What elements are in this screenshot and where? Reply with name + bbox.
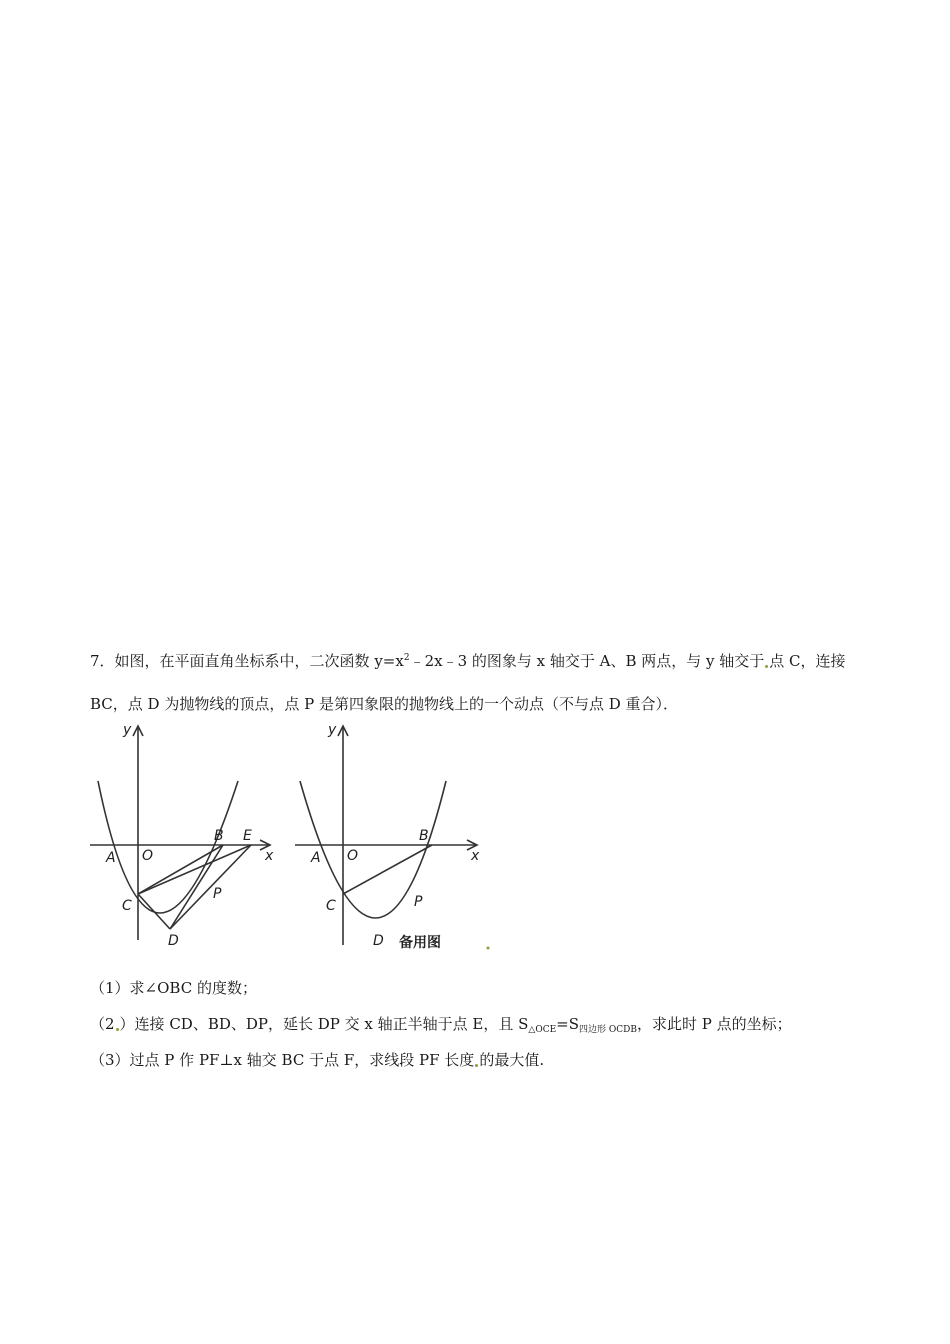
- label-B: B: [419, 828, 429, 844]
- problem-text-1a: 7．如图，在平面直角坐标系中，二次函数 y=x: [90, 652, 404, 670]
- problem-text-1b: ﹣2x﹣3 的图象与 x 轴交于 A、B 两点，与 y 轴交于: [409, 652, 765, 670]
- label-D: D: [373, 933, 384, 949]
- q2-part-b: ）连接 CD、BD、DP，延长 DP 交 x 轴正半轴于点 E，且 S: [119, 1015, 529, 1033]
- label-x: x: [265, 848, 274, 864]
- speck-mark: [475, 1064, 478, 1067]
- label-D: D: [168, 933, 179, 949]
- question-2: [90, 1013, 792, 1035]
- q2-part-d: ，求此时 P 点的坐标；: [637, 1015, 792, 1033]
- question-1: （1）求∠OBC 的度数；: [90, 979, 257, 997]
- figure-caption: 备用图: [399, 935, 441, 951]
- q3-part-a: （3）过点 P 作 PF⊥x 轴交 BC 于点 F，求线段 PF 长度: [90, 1051, 475, 1069]
- figure-backup: [290, 718, 490, 958]
- label-C: C: [326, 898, 336, 914]
- label-P: P: [213, 886, 222, 902]
- label-A: A: [311, 850, 321, 866]
- speck-mark: [487, 947, 490, 950]
- label-A: A: [106, 850, 116, 866]
- q2-part-a: （2: [90, 1015, 115, 1033]
- q3-part-b: 的最大值.: [479, 1051, 545, 1069]
- segment-CE: [138, 845, 251, 894]
- label-C: C: [122, 898, 132, 914]
- label-O: O: [347, 848, 359, 864]
- figure-main: [85, 718, 285, 958]
- q2-subscript-1: △OCE: [528, 1025, 557, 1035]
- label-P: P: [414, 894, 423, 910]
- q2-subscript-2: 四边形 OCDB: [579, 1025, 637, 1035]
- label-x: x: [471, 848, 480, 864]
- label-y: y: [123, 722, 132, 738]
- problem-text-1c: 点 C，连接: [769, 652, 846, 670]
- question-3: [90, 1049, 544, 1070]
- label-E: E: [243, 828, 252, 844]
- speck-mark: [765, 665, 768, 668]
- speck-mark: [116, 1028, 119, 1031]
- segment-DE: [170, 845, 251, 929]
- label-O: O: [142, 848, 154, 864]
- label-B: B: [214, 828, 224, 844]
- exponent: 2: [403, 653, 410, 663]
- problem-line-2: BC，点 D 为抛物线的顶点，点 P 是第四象限的抛物线上的一个动点（不与点 D 重合）．: [90, 695, 679, 713]
- q2-part-c: =S: [556, 1015, 580, 1033]
- label-y: y: [328, 722, 337, 738]
- problem-line-1: [90, 650, 846, 671]
